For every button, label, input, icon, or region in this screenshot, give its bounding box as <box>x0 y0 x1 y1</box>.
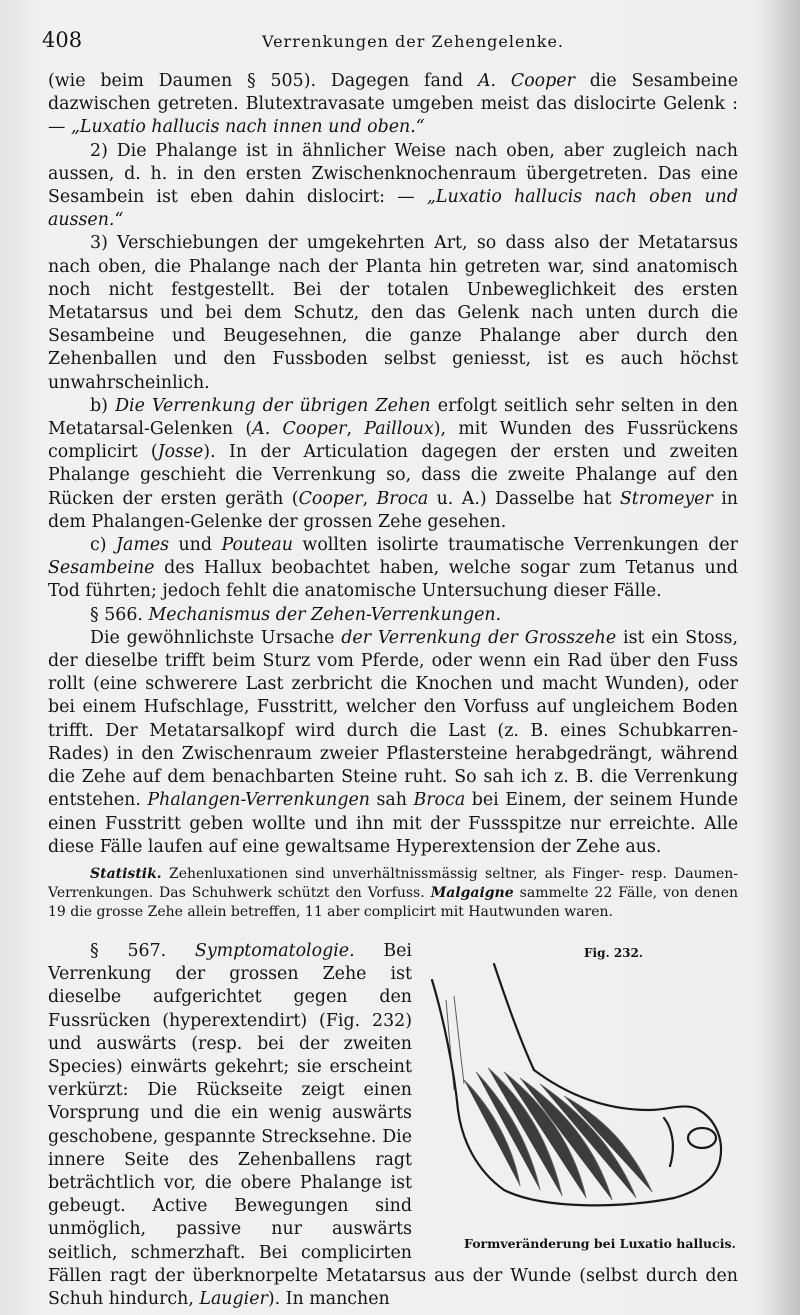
figure-caption: Formveränderung bei Luxatio hallucis. <box>464 1235 736 1251</box>
paragraph-symptomatology: Fig. 232. Formveränderung bei Luxatio hallucis. § 567. Symptomatologie. Bei Verrenkung der grossen Zehe ist dieselbe aufgerichtet gegen den Fussrücken (hyperextendirt) (Fig. 232) und auswärts (resp. bei der zweiten Species) einwärts gekehrt; sie erscheint verkürzt: Die Rückseite zeigt einen Vorsprung und die ein wenig auswärts geschobene, gespannte Strecksehne. Die innere Seite des Zehenballens ragt beträchtlich vor, die obere Phalange ist gebeugt. Active Bewegungen sind unmöglich, passive nur auswärts seitlich, schmerzhaft. Bei complicirten Fällen ragt der überknorpelte Metatarsus aus der Wunde (selbst durch den Schuh hindurch, Laugier). In manchen <box>48 940 738 1309</box>
toenail <box>688 1128 716 1148</box>
section-566-heading: § 566. Mechanismus der Zehen-Verrenkungen. <box>90 604 502 625</box>
paragraph-item-2: 2) Die Phalange ist in ähnlicher Weise nach oben, aber zugleich nach aussen, d. h. in den ersten Zwischenknochenraum übergetreten. Das eine Sesambein ist eben dahin dislocirt: — „Luxatio hallucis nach oben und aussen.“ <box>48 140 738 231</box>
toe-outline <box>674 1110 721 1198</box>
running-head: Verrenkungen der Zehengelenke. <box>262 32 564 51</box>
paragraph-c: c) James und Pouteau wollten isolirte traumatische Verrenkungen der Sesambeine des Hallux beobachtet haben, welche sogar zum Tetanus und Tod führten; jedoch fehlt die anatomische Untersuchung dieser Fälle. <box>48 535 738 602</box>
paragraph-b: b) Die Verrenkung der übrigen Zehen erfolgt seitlich sehr selten in den Metatarsal-Gelenken (A. Cooper, Pailloux), mit Wunden des Fussrückens complicirt (Josse). In der Articulation dagegen der ersten und zweiten Phalange geschieht die Verrenkung so, dass die zweite Phalange auf den Rücken der ersten geräth (Cooper, Broca u. A.) Dasselbe hat Stromeyer in dem Phalangen-Gelenke der grossen Zehe gesehen. <box>48 395 738 532</box>
paragraph-mechanism: Die gewöhnlichste Ursache der Verrenkung der Grosszehe ist ein Stoss, der dieselbe trifft beim Sturz vom Pferde, oder wenn ein Rad über den Fuss rollt (eine schwerere Last zerbricht die Knochen und macht Wunden), oder bei einem Hufschlage, Fusstritt, welcher den Vorfuss auf ungleichem Boden trifft. Der Metatarsalkopf wird durch die Last (z. B. eines Schubkarren-Rades) in den Zwischenraum zweier Pflastersteine herabgedrängt, während die Zehe auf dem benachbarten Steine ruht. So sah ich z. B. die Verrenkung entstehen. Phalangen-Verrenkungen sah Broca bei Einem, der seinem Hunde einen Fusstritt geben wollte und ihn mit der Fussspitze nur erreichte. Alle diese Fälle laufen auf eine gewaltsame Hyperextension der Zehe aus. <box>48 627 738 857</box>
figure-label: Fig. 232. <box>584 945 644 960</box>
spacer <box>48 930 738 940</box>
paragraph-item-3: 3) Verschiebungen der umgekehrten Art, so dass also der Metatarsus nach oben, die Phalange nach der Planta hin getreten war, sind anatomisch noch nicht festgestellt. Bei der totalen Unbeweglichkeit des ersten Metatarsus und bei dem Schutz, den das Gelenk nach unten durch die Sesambeine und Beugesehnen, die ganze Phalange aber durch den Zehenballen und den Fussboden selbst geniesst, ist es auch höchst unwahrscheinlich. <box>48 233 738 393</box>
main-text <box>48 70 738 1311</box>
figure-232 <box>422 940 738 1258</box>
foot-illustration <box>424 960 736 1218</box>
page-header <box>42 28 747 56</box>
statistics-note <box>48 865 738 922</box>
leg-outline-right <box>494 964 534 1070</box>
page-edge-shadow <box>762 0 800 1315</box>
paragraph-continuation: (wie beim Daumen § 505). Dagegen fand A. Cooper die Sesambeine dazwischen getreten. Blutextravasate umgeben meist das dislocirte Gelenk : — „Luxatio hallucis nach innen und oben.“ <box>48 71 738 138</box>
joint-line <box>664 1118 673 1166</box>
page-number: 408 <box>42 28 83 52</box>
statistics-text: Statistik. Zehenluxationen sind unverhältnissmässig seltner, als Finger- resp. Daumen-Verrenkungen. Das Schuhwerk schützt den Vorfuss. Malgaigne sammelte 22 Fälle, von denen 19 die grosse Zehe allein betreffen, 11 aber complicirt mit Hautwunden waren. <box>48 865 739 920</box>
